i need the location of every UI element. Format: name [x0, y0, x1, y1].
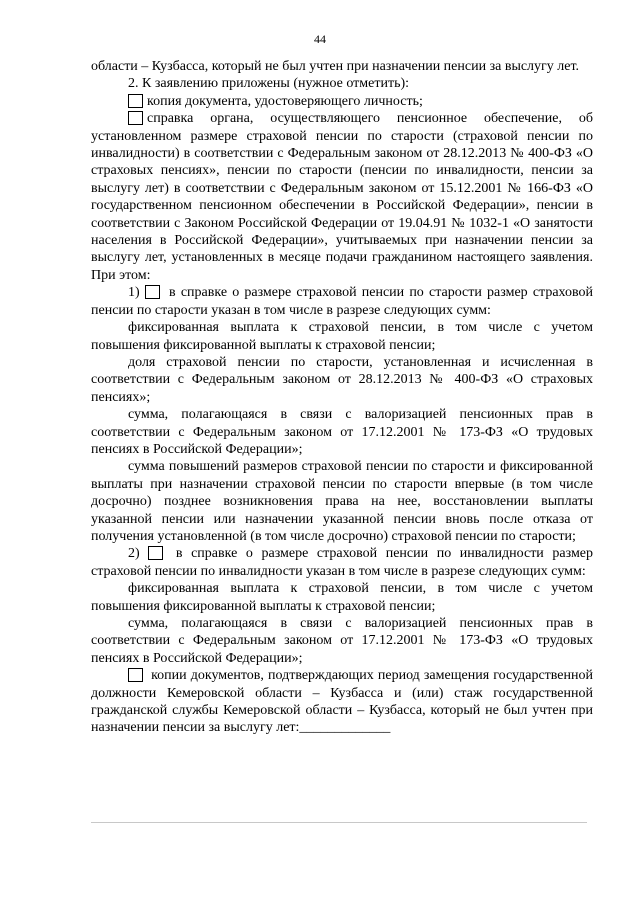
footer-divider	[91, 822, 587, 823]
paragraph-pension-share: доля страховой пенсии по старости, установленная и исчисленная в соответствии с Федеральным законом от 28.12.2013 № 400-ФЗ «О страховых пенсиях»;	[91, 354, 593, 405]
paragraph-fixed-payment-disability: фиксированная выплата к страховой пенсии, в том числе с учетом повышения фиксированной выплаты к страховой пенсии;	[91, 581, 593, 614]
item-service-documents	[91, 667, 593, 737]
checkbox-service-documents[interactable]	[128, 668, 143, 682]
checkbox-identity-document[interactable]	[128, 94, 143, 108]
paragraph-valorization-disability: сумма, полагающаяся в связи с валоризацией пенсионных прав в соответствии с Федеральным законом от 17.12.2001 № 173-ФЗ «О трудовых пенсиях в Российской Федерации»;	[91, 616, 593, 666]
item-pension-certificate	[91, 110, 593, 284]
item-disability-pension-text: в справке о размере страховой пенсии по инвалидности размер страховой пенсии по инвалидности указан в том числе в разрезе следующих сумм:	[91, 546, 594, 579]
checkbox-old-age-pension[interactable]	[145, 285, 160, 299]
checkbox-disability-pension[interactable]	[148, 546, 163, 560]
item-number: 1)	[128, 285, 140, 301]
page-number: 44	[314, 32, 326, 46]
paragraph-attachments-heading: 2. К заявлению приложены (нужное отметить):	[128, 76, 410, 92]
item-old-age-pension	[91, 284, 593, 319]
paragraph-increases: сумма повышений размеров страховой пенсии по старости и фиксированной выплаты при назначении страховой пенсии по старости впервые (в том числе досрочно) позднее возникновения права на нее, восстановлении выплаты указанной пенсии или назначении указанной пенсии вновь после отказа от получения установленной (в том числе досрочно) страховой пенсии по старости;	[91, 459, 593, 544]
paragraph-fixed-payment: фиксированная выплата к страховой пенсии, в том числе с учетом повышения фиксированной выплаты к страховой пенсии;	[91, 320, 593, 353]
item-old-age-pension-text: в справке о размере страховой пенсии по старости размер страховой пенсии по старости указан в том числе в разрезе следующих сумм:	[91, 285, 594, 318]
paragraph-continuation: области – Кузбасса, который не был учтен при назначении пенсии за выслугу лет.	[91, 59, 580, 74]
item-service-documents-text: копии документов, подтверждающих период замещения государственной должности Кемеровской области – Кузбасса и (или) стаж государственной гражданской службы Кемеровской области – Кузбасса, который не был учтен при назначении пенсии за выслугу лет:_____________	[91, 668, 593, 736]
checkbox-pension-certificate[interactable]	[128, 111, 143, 125]
item-identity-document	[91, 93, 593, 110]
item-pension-certificate-text: справка органа, осуществляющего пенсионное обеспечение, об установленном размере страховой пенсии по старости (страховой пенсии по инвалидности) в соответствии с Федеральным законом от 28.12.2013 № 400-ФЗ «О страховых пенсиях», пенсии по старости (пенсии по инвалидности, пенсии за выслугу лет) в соответствии с Федеральным законом от 15.12.2001 № 166-ФЗ «О государственном пенсионном обеспечении в Российской Федерации», пенсии в соответствии с Законом Российской Федерации от 19.04.91 № 1032-1 «О занятости населения в Российской Федерации», учитываемых при назначении пенсии за выслугу лет, установленных в месяце подачи гражданином настоящего заявления. При этом:	[91, 111, 593, 283]
document-body	[91, 58, 593, 737]
item-disability-pension	[91, 545, 593, 580]
item-identity-document-text: копия документа, удостоверяющего личность;	[147, 93, 423, 109]
paragraph-valorization: сумма, полагающаяся в связи с валоризацией пенсионных прав в соответствии с Федеральным законом от 17.12.2001 № 173-ФЗ «О трудовых пенсиях в Российской Федерации»;	[91, 407, 593, 457]
item-number: 2)	[128, 546, 140, 562]
